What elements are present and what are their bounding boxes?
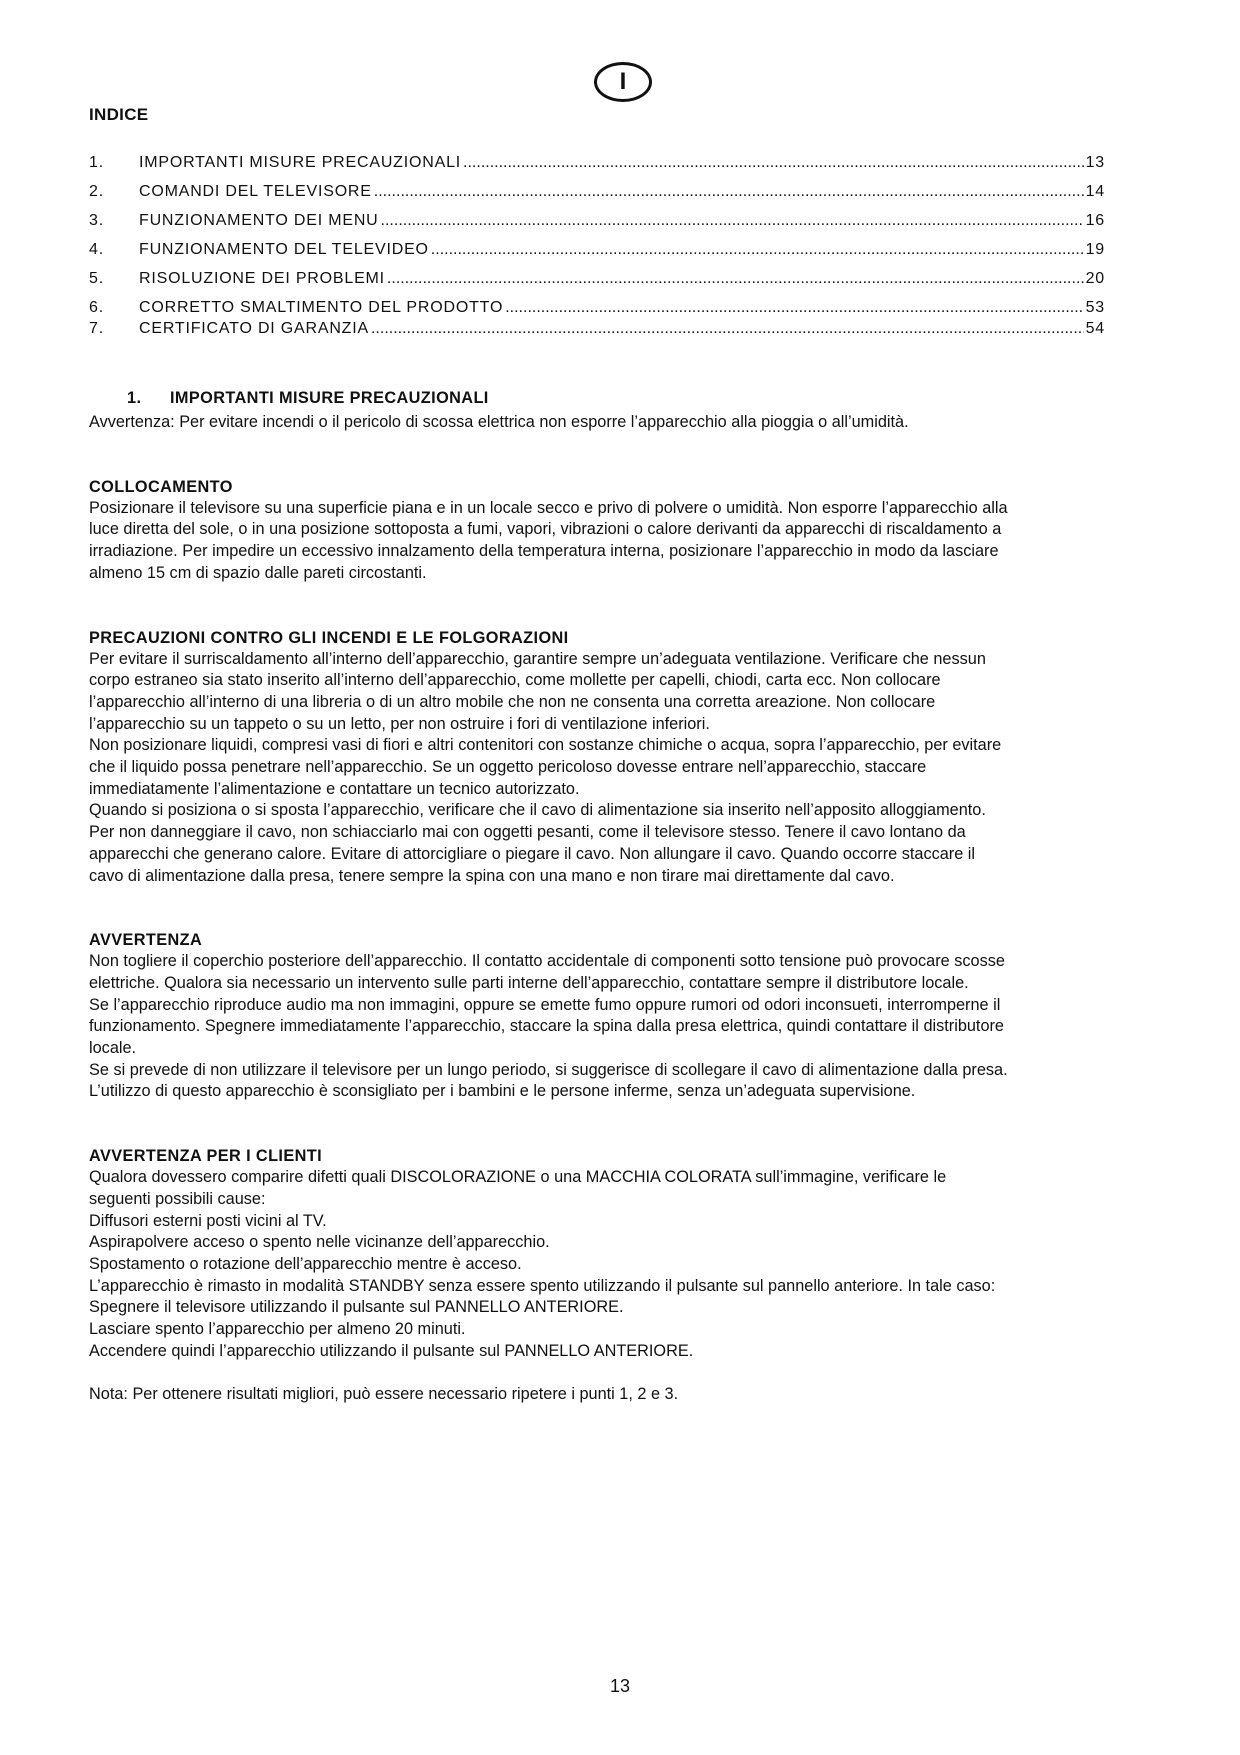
page-number: 13	[609, 1676, 631, 1696]
toc-entry-title: CORRETTO SMALTIMENTO DEL PRODOTTO	[139, 299, 504, 316]
text-line: Spegnere il televisore utilizzando il pulsante sul PANNELLO ANTERIORE.	[89, 1298, 624, 1317]
toc-entry-page: 54	[1085, 320, 1105, 337]
subsection-heading: AVVERTENZA	[89, 931, 203, 950]
toc-entry-1[interactable]	[89, 154, 1105, 183]
text-line: apparecchi che generano calore. Evitare di attorcigliare o piegare il cavo. Non allungare il cavo. Quando occorre staccare il	[89, 844, 976, 863]
toc-entry-title: FUNZIONAMENTO DEL TELEVIDEO	[139, 241, 429, 258]
text-line: luce diretta del sole, o in una posizione sottoposta a fumi, vapori, vibrazioni o calore derivanti da apparecchi di riscaldamento a	[89, 520, 1002, 539]
text-line: Per evitare il surriscaldamento all’interno dell’apparecchio, garantire sempre un’adeguata ventilazione. Verificare che nessun	[89, 649, 986, 668]
text-line: elettriche. Qualora sia necessario un intervento sulle parti interne dell’apparecchio, contattare sempre il distributore locale.	[89, 973, 969, 992]
toc-entry-2[interactable]	[89, 183, 1105, 212]
toc-entry-page: 20	[1085, 270, 1105, 287]
text-line: Se l’apparecchio riproduce audio ma non immagini, oppure se emette fumo oppure rumori od odori inconsueti, interromperne il	[89, 995, 1001, 1014]
text-line: Per non danneggiare il cavo, non schiacciarlo mai con oggetti pesanti, come il televisore stesso. Tenere il cavo lontano da	[89, 823, 966, 842]
toc-entry-6[interactable]	[89, 299, 1105, 320]
toc-leader-dots	[374, 183, 1084, 201]
toc-entry-number: 1.	[89, 154, 104, 171]
toc-entry-page: 53	[1085, 299, 1105, 316]
section-title: IMPORTANTI MISURE PRECAUZIONALI	[170, 389, 489, 407]
toc-leader-dots	[387, 270, 1084, 288]
text-line: Aspirapolvere acceso o spento nelle vicinanze dell’apparecchio.	[89, 1233, 550, 1252]
text-line: almeno 15 cm di spazio dalle pareti circostanti.	[89, 563, 427, 582]
toc-entry-number: 4.	[89, 241, 104, 258]
text-line: Lasciare spento l’apparecchio per almeno 20 minuti.	[89, 1320, 466, 1339]
avvertenza-clienti-section	[89, 1146, 1169, 1405]
toc-entry-title: COMANDI DEL TELEVISORE	[139, 183, 372, 200]
language-badge: I	[594, 62, 652, 102]
toc-entry-page: 19	[1085, 241, 1105, 258]
table-of-contents	[89, 154, 1105, 341]
toc-entry-page: 16	[1085, 212, 1105, 229]
text-line: Non togliere il coperchio posteriore dell’apparecchio. Il contatto accidentale di componenti sotto tensione può provocare scosse	[89, 952, 1005, 971]
collocamento-section	[89, 477, 1169, 585]
subsection-heading: AVVERTENZA PER I CLIENTI	[89, 1147, 323, 1166]
section-heading	[127, 385, 1169, 412]
text-line: irradiazione. Per impedire un eccessivo innalzamento della temperatura interna, posizionare l’apparecchio in modo da lasciare	[89, 542, 999, 561]
text-line: Qualora dovessero comparire difetti quali DISCOLORAZIONE o una MACCHIA COLORATA sull’immagine, verificare le	[89, 1168, 947, 1187]
text-line: corpo estraneo sia stato inserito all’interno dell’apparecchio, come mollette per capelli, chiodi, carta ecc. Non collocare	[89, 671, 941, 690]
toc-entry-page: 13	[1085, 154, 1105, 171]
toc-entry-title: CERTIFICATO DI GARANZIA	[139, 320, 369, 337]
text-line: L’apparecchio è rimasto in modalità STANDBY senza essere spento utilizzando il pulsante sul pannello anteriore. In tale caso:	[89, 1276, 996, 1295]
section-number: 1.	[127, 389, 142, 407]
toc-entry-7[interactable]	[89, 320, 1105, 341]
toc-entry-title: RISOLUZIONE DEI PROBLEMI	[139, 270, 385, 287]
toc-entry-number: 3.	[89, 212, 104, 229]
text-line: Posizionare il televisore su una superficie piana e in un locale secco e privo di polvere o umidità. Non esporre l’apparecchio alla	[89, 498, 1008, 517]
text-line: cavo di alimentazione dalla presa, tenere sempre la spina con una mano e non tirare mai direttamente dal cavo.	[89, 866, 895, 885]
subsection-heading: PRECAUZIONI CONTRO GLI INCENDI E LE FOLGORAZIONI	[89, 628, 569, 647]
text-line: Non posizionare liquidi, compresi vasi di fiori e altri contenitori con sostanze chimiche o acqua, sopra l’apparecchio, per evitare	[89, 736, 1002, 755]
toc-entry-title: FUNZIONAMENTO DEI MENU	[139, 212, 379, 229]
text-line: immediatamente l’alimentazione e contattare un tecnico autorizzato.	[89, 779, 580, 798]
avvertenza-section	[89, 930, 1169, 1103]
page-content	[89, 385, 1169, 1405]
warning-paragraph: Avvertenza: Per evitare incendi o il pericolo di scossa elettrica non esporre l’apparecchio alla pioggia o all’umidità.	[89, 413, 909, 431]
text-line: Se si prevede di non utilizzare il televisore per un lungo periodo, si suggerisce di scollegare il cavo di alimentazione dalla presa.	[89, 1060, 1008, 1079]
toc-leader-dots	[381, 212, 1084, 230]
text-line: funzionamento. Spegnere immediatamente l’apparecchio, staccare la spina dalla presa elettrica, quindi contattare il distributore	[89, 1017, 1004, 1036]
toc-entry-number: 5.	[89, 270, 104, 287]
text-line: L’utilizzo di questo apparecchio è sconsigliato per i bambini e le persone inferme, senza un’adeguata supervisione.	[89, 1082, 916, 1101]
toc-entry-5[interactable]	[89, 270, 1105, 299]
text-line: l’apparecchio su un tappeto o su un letto, per non ostruire i fori di ventilazione inferiori.	[89, 714, 710, 733]
toc-entry-title: IMPORTANTI MISURE PRECAUZIONALI	[139, 154, 462, 171]
toc-entry-number: 7.	[89, 320, 104, 337]
text-line: Accendere quindi l’apparecchio utilizzando il pulsante sul PANNELLO ANTERIORE.	[89, 1341, 694, 1360]
toc-entry-number: 2.	[89, 183, 104, 200]
toc-entry-3[interactable]	[89, 212, 1105, 241]
toc-leader-dots	[431, 241, 1084, 259]
toc-entry-number: 6.	[89, 299, 104, 316]
toc-leader-dots	[463, 154, 1084, 172]
text-line: Quando si posiziona o si sposta l’apparecchio, verificare che il cavo di alimentazione sia inserito nell’apposito alloggiamento.	[89, 801, 986, 820]
text-line: Diffusori esterni posti vicini al TV.	[89, 1211, 327, 1230]
text-line: locale.	[89, 1039, 137, 1058]
toc-leader-dots	[505, 299, 1083, 317]
text-line: Spostamento o rotazione dell’apparecchio mentre è acceso.	[89, 1254, 522, 1273]
note-line: Nota: Per ottenere risultati migliori, può essere necessario ripetere i punti 1, 2 e 3.	[89, 1384, 679, 1403]
index-title: INDICE	[89, 105, 149, 124]
precauzioni-section	[89, 628, 1169, 888]
toc-leader-dots	[371, 320, 1084, 338]
text-line: l’apparecchio all’interno di una libreria o di un altro mobile che non ne consenta una corretta areazione. Non collocare	[89, 692, 936, 711]
subsection-heading: COLLOCAMENTO	[89, 477, 233, 496]
text-line: seguenti possibili cause:	[89, 1189, 266, 1208]
toc-entry-4[interactable]	[89, 241, 1105, 270]
text-line: che il liquido possa penetrare nell’apparecchio. Se un oggetto pericoloso dovesse entrare nell’apparecchio, staccare	[89, 758, 927, 777]
toc-entry-page: 14	[1085, 183, 1105, 200]
